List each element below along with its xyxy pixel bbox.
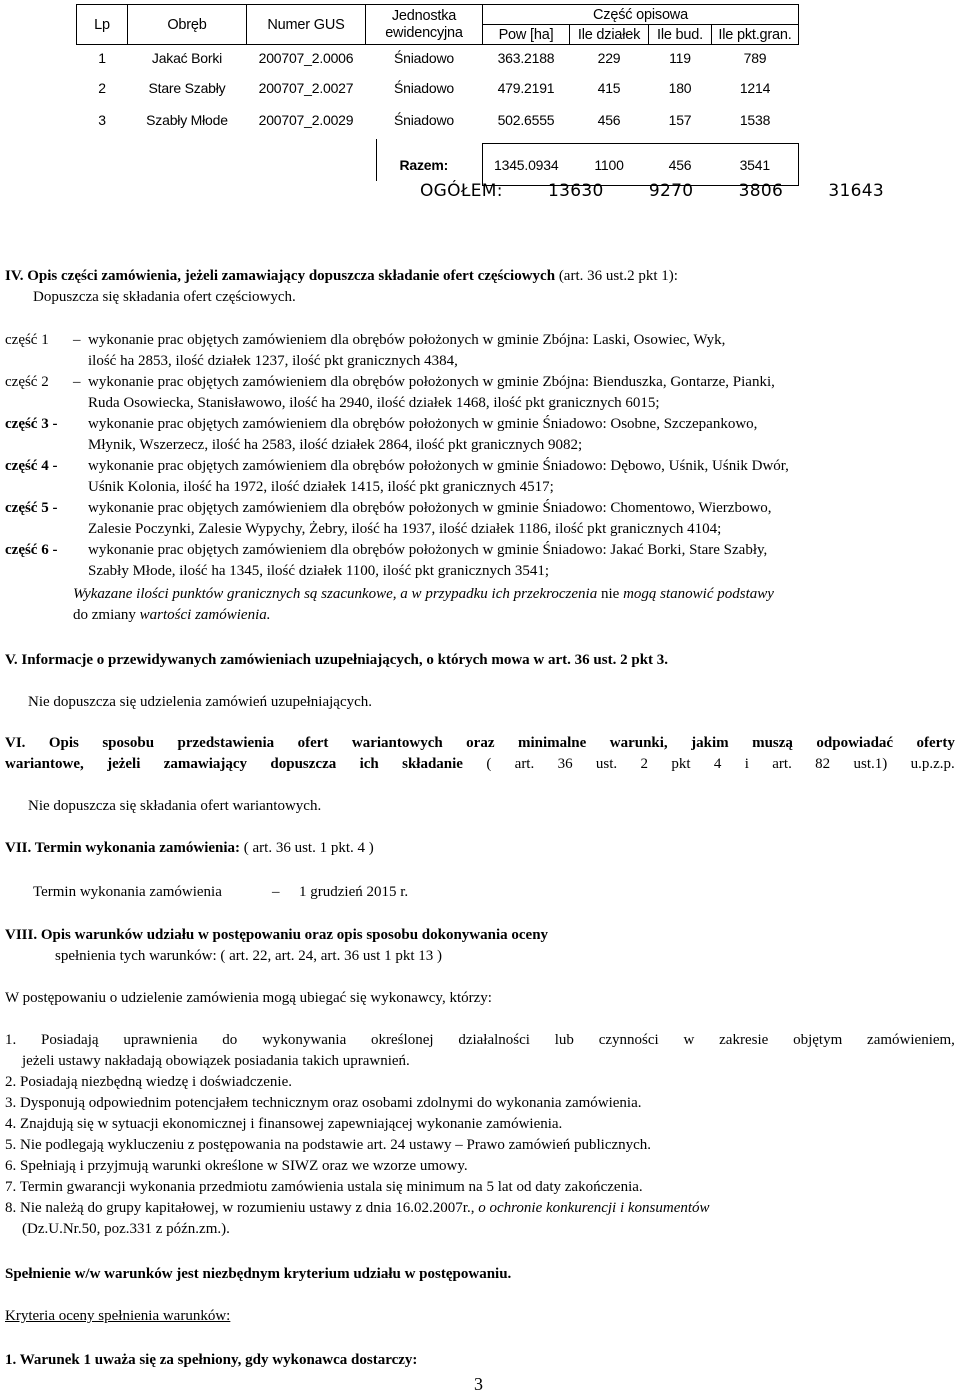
cell-obreb: Szabły Młode xyxy=(146,111,228,128)
cell-dzialki: 229 xyxy=(597,50,621,67)
th-obreb: Obręb xyxy=(128,5,247,45)
part-4-line1: wykonanie prac objętych zamówieniem dla obrębów położonych w gminie Śniadowo: Dębowo, Uśnik, Uśnik Dwór, xyxy=(88,458,789,474)
part-6-sep: - xyxy=(52,542,58,558)
w: art. xyxy=(772,756,792,772)
note-line1 xyxy=(73,584,774,605)
cell-gus: 200707_2.0029 xyxy=(258,111,354,128)
cell-lp: 2 xyxy=(98,79,106,96)
cell-jednostka: Śniadowo xyxy=(394,79,454,96)
w: czynności xyxy=(598,1032,659,1048)
th-jednostka xyxy=(366,5,483,45)
w: muszą xyxy=(752,735,793,751)
cell-pkt: 1538 xyxy=(739,111,771,128)
w: działalności xyxy=(458,1032,530,1048)
sec4-heading xyxy=(5,266,678,287)
razem-pow: 1345.0934 xyxy=(483,144,570,186)
sec8-item3: 3. Dysponują odpowiednim potencjałem technicznym oraz osobami zdolnymi do wykonania zamówienia. xyxy=(5,1095,642,1111)
th-ile-dzialek: Ile działek xyxy=(570,25,649,45)
w: ust. xyxy=(595,756,618,772)
ogolem-v3: 3806 xyxy=(738,181,784,201)
sec8-item2: 2. Posiadają niezbędną wiedzę i doświadczenie. xyxy=(5,1074,292,1090)
sec8-item8a: 8. Nie należą do grupy kapitałowej, w rozumieniu ustawy z dnia 16.02.2007r., xyxy=(5,1200,479,1216)
sec8-item5: 5. Nie podlegają wykluczeniu z postępowania na podstawie art. 24 ustawy – Prawo zamówień publicznych. xyxy=(5,1137,652,1153)
razem-pkt: 3541 xyxy=(712,144,799,186)
part-5-line2: Zalesie Poczynki, Zalesie Wypychy, Żebry, ilość ha 1937, ilość działek 1186, ilość pkt granicznych 4104; xyxy=(88,521,722,537)
w: zamówieniem, xyxy=(867,1032,955,1048)
w: jakim xyxy=(691,735,729,751)
cell-pow: 502.6555 xyxy=(497,111,555,128)
w: minimalne xyxy=(517,735,587,751)
w: 36 xyxy=(557,756,573,772)
w: do xyxy=(222,1032,238,1048)
sec8-sub: spełnienia tych warunków: ( art. 22, art. 24, art. 36 ust 1 pkt 13 ) xyxy=(55,948,442,964)
part-2-line2: Ruda Osowiecka, Stanisławowo, ilość ha 2940, ilość działek 1468, ilość pkt granicznych 6015; xyxy=(88,395,660,411)
th-lp: Lp xyxy=(77,5,128,45)
sec7-heading xyxy=(5,838,374,859)
part-3-sep: - xyxy=(52,416,58,432)
w: wykonywania xyxy=(262,1032,347,1048)
w: VI. xyxy=(5,735,26,751)
th-czesc-opisowa: Część opisowa xyxy=(483,5,799,25)
th-ile-bud: Ile bud. xyxy=(649,25,712,45)
cell-jednostka: Śniadowo xyxy=(394,50,454,67)
sec8-fulfil: Spełnienie w/w warunków jest niezbędnym kryterium udziału w postępowaniu. xyxy=(5,1266,512,1282)
sec7-ref: ( art. 36 ust. 1 pkt. 4 ) xyxy=(240,840,374,856)
part-1-line1: wykonanie prac objętych zamówieniem dla obrębów położonych w gminie Zbójna: Laski, Osowiec, Wyk, xyxy=(88,332,726,348)
cell-pkt: 1214 xyxy=(739,79,771,96)
w: ( xyxy=(486,756,492,772)
part-3-label xyxy=(5,414,57,435)
w: określonej xyxy=(371,1032,434,1048)
table-row xyxy=(77,104,799,136)
part-6-label xyxy=(5,540,57,561)
parcels-table xyxy=(76,4,799,186)
part-3-label-text: część 3 xyxy=(5,416,49,432)
sec8-title: VIII. Opis warunków udziału w postępowaniu oraz opis sposobu dokonywania oceny xyxy=(5,927,549,943)
sec8-item8-line1 xyxy=(5,1198,710,1219)
w: art. xyxy=(514,756,535,772)
sec8-item1-line1 xyxy=(5,1030,955,1051)
cell-gus: 200707_2.0027 xyxy=(258,79,354,96)
th-jednostka-line2: ewidencyjna xyxy=(385,24,463,41)
cell-lp: 3 xyxy=(98,111,106,128)
w: 2 xyxy=(640,756,649,772)
w: ich xyxy=(359,756,379,772)
cell-dzialki: 456 xyxy=(597,111,621,128)
note-l2a: do zmiany xyxy=(73,607,140,623)
razem-box-left-edge xyxy=(376,139,377,181)
note-l1a: Wykazane ilości punktów granicznych są szacunkowe, a w przypadku ich przekroczenia xyxy=(73,586,598,602)
cell-pkt: 789 xyxy=(743,50,767,67)
w: zakresie xyxy=(719,1032,769,1048)
sec8-item6: 6. Spełniają i przyjmują warunki określone w SIWZ oraz we wzorze umowy. xyxy=(5,1158,468,1174)
note-line2 xyxy=(73,605,271,626)
note-l1c: mogą stanowić podstawy xyxy=(623,586,774,602)
sec5-title: V. Informacje o przewidywanych zamówieniach uzupełniających, o których mowa w art. 36 ust. 2 pkt 3. xyxy=(5,652,669,668)
w: warunki, xyxy=(609,735,668,751)
w: jeżeli xyxy=(107,756,141,772)
ogolem-row xyxy=(420,181,884,201)
sec4-title: Opis części zamówienia, jeżeli zamawiający dopuszcza składanie ofert częściowych xyxy=(27,268,556,284)
part-5-sep: - xyxy=(52,500,58,516)
razem-label: Razem: xyxy=(399,156,449,173)
part-3-line1: wykonanie prac objętych zamówieniem dla obrębów położonych w gminie Śniadowo: Osobne, Szczepankowo, xyxy=(88,416,758,432)
w: objętym xyxy=(793,1032,843,1048)
razem-dzialki: 1100 xyxy=(570,144,649,186)
w: pkt xyxy=(671,756,691,772)
w: w xyxy=(683,1032,695,1048)
w: lub xyxy=(554,1032,574,1048)
w: wariantowych xyxy=(351,735,443,751)
w: 82 xyxy=(815,756,831,772)
w: wariantowe, xyxy=(5,756,84,772)
part-1-label: część 1 xyxy=(5,332,49,348)
table-row xyxy=(77,45,799,72)
w: ust.1) xyxy=(853,756,888,772)
part-1-sep: – xyxy=(73,332,81,348)
w: składanie xyxy=(402,756,463,772)
table-row xyxy=(77,72,799,104)
part-5-label xyxy=(5,498,57,519)
cell-pow: 363.2188 xyxy=(497,50,555,67)
sec7-title: VII. Termin wykonania zamówienia: xyxy=(5,840,241,856)
w: zamawiający xyxy=(163,756,248,772)
cell-dzialki: 415 xyxy=(597,79,621,96)
w: dopuszcza xyxy=(270,756,337,772)
part-5-label-text: część 5 xyxy=(5,500,49,516)
sec7-body-dash: – xyxy=(272,884,280,900)
th-numer-gus: Numer GUS xyxy=(247,5,366,45)
w: 4 xyxy=(713,756,722,772)
sec8-item8b: o ochronie konkurencji i konsumentów xyxy=(478,1200,710,1216)
sec6-title-line2 xyxy=(5,754,955,775)
sec6-body: Nie dopuszcza się składania ofert wariantowych. xyxy=(28,798,322,814)
page-number: 3 xyxy=(474,1374,483,1394)
sec8-item4: 4. Znajdują się w sytuacji ekonomicznej i finansowej zapewniającej wykonanie zamówienia. xyxy=(5,1116,563,1132)
sec8-criteria: Kryteria oceny spełnienia warunków: xyxy=(5,1308,231,1324)
cell-pow: 479.2191 xyxy=(497,79,555,96)
note-l1b: nie xyxy=(597,586,624,602)
razem-bud: 456 xyxy=(649,144,712,186)
ogolem-v2: 9270 xyxy=(648,181,694,201)
cell-obreb: Jakać Borki xyxy=(151,50,223,67)
w: Posiadają xyxy=(41,1032,99,1048)
sec8-item8-line2: (Dz.U.Nr.50, poz.331 z późn.zm.). xyxy=(22,1221,230,1237)
w: u.p.z.p. xyxy=(910,756,955,772)
cell-bud: 157 xyxy=(668,111,692,128)
part-2-line1: wykonanie prac objętych zamówieniem dla obrębów położonych w gminie Zbójna: Bienduszka, Gontarze, Pianki, xyxy=(88,374,775,390)
cell-lp: 1 xyxy=(98,50,106,67)
th-ile-pkt: Ile pkt.gran. xyxy=(712,25,799,45)
ogolem-v4: 31643 xyxy=(828,181,884,201)
w: oferty xyxy=(916,735,955,751)
part-6-label-text: część 6 xyxy=(5,542,49,558)
ogolem-label: OGÓŁEM: xyxy=(420,181,503,201)
sec6-title-line1 xyxy=(5,733,955,754)
w: odpowiadać xyxy=(816,735,894,751)
sec8-item1-line2: jeżeli ustawy nakładają obowiązek posiadania takich uprawnień. xyxy=(22,1053,410,1069)
part-6-line1: wykonanie prac objętych zamówieniem dla obrębów położonych w gminie Śniadowo: Jakać Borki, Stare Szabły, xyxy=(88,542,768,558)
sec7-body-label: Termin wykonania zamówienia xyxy=(33,884,222,900)
w: i xyxy=(744,756,749,772)
w: 1. xyxy=(5,1032,17,1048)
w: oraz xyxy=(466,735,495,751)
th-jednostka-line1: Jednostka xyxy=(391,7,457,24)
part-2-sep: – xyxy=(73,374,81,390)
sec7-body-date: 1 grudzień 2015 r. xyxy=(299,884,409,900)
part-4-label xyxy=(5,456,57,477)
part-4-line2: Uśnik Kolonia, ilość ha 1972, ilość działek 1415, ilość pkt granicznych 4517; xyxy=(88,479,554,495)
razem-row xyxy=(77,144,799,186)
part-6-line2: Szabły Młode, ilość ha 1345, ilość działek 1100, ilość pkt granicznych 3541; xyxy=(88,563,550,579)
part-3-line2: Młynik, Wszerzecz, ilość ha 2583, ilość działek 2864, ilość pkt granicznych 9082; xyxy=(88,437,583,453)
w: ofert xyxy=(297,735,329,751)
sec4-line2: Dopuszcza się składania ofert częściowych. xyxy=(33,289,296,305)
ogolem-v1: 13630 xyxy=(548,181,604,201)
w: sposobu xyxy=(102,735,155,751)
part-4-sep: - xyxy=(52,458,58,474)
note-l2b: wartości zamówienia. xyxy=(139,607,271,623)
part-1-line2: ilość ha 2853, ilość działek 1237, ilość pkt granicznych 4384, xyxy=(88,353,458,369)
sec4-ref: (art. 36 ust.2 pkt 1): xyxy=(558,268,678,284)
cell-bud: 180 xyxy=(668,79,692,96)
sec8-item7: 7. Termin gwarancji wykonania przedmiotu zamówienia ustala się minimum na 5 lat od daty zakończenia. xyxy=(5,1179,643,1195)
th-pow: Pow [ha] xyxy=(483,25,570,45)
part-2-label: część 2 xyxy=(5,374,49,390)
w: uprawnienia xyxy=(123,1032,198,1048)
cell-jednostka: Śniadowo xyxy=(394,111,454,128)
cell-bud: 119 xyxy=(669,50,691,67)
cell-gus: 200707_2.0006 xyxy=(258,50,354,67)
part-4-label-text: część 4 xyxy=(5,458,49,474)
sec8-intro: W postępowaniu o udzielenie zamówienia mogą ubiegać się wykonawcy, którzy: xyxy=(5,990,492,1006)
sec8-cond1: 1. Warunek 1 uważa się za spełniony, gdy wykonawca dostarczy: xyxy=(5,1352,418,1368)
sec4-num: IV. xyxy=(5,268,24,284)
w: przedstawienia xyxy=(177,735,275,751)
w: Opis xyxy=(48,735,79,751)
sec5-body: Nie dopuszcza się udzielenia zamówień uzupełniających. xyxy=(28,694,373,710)
cell-obreb: Stare Szabły xyxy=(148,79,226,96)
part-5-line1: wykonanie prac objętych zamówieniem dla obrębów położonych w gminie Śniadowo: Chomentowo, Wierzbowo, xyxy=(88,500,772,516)
